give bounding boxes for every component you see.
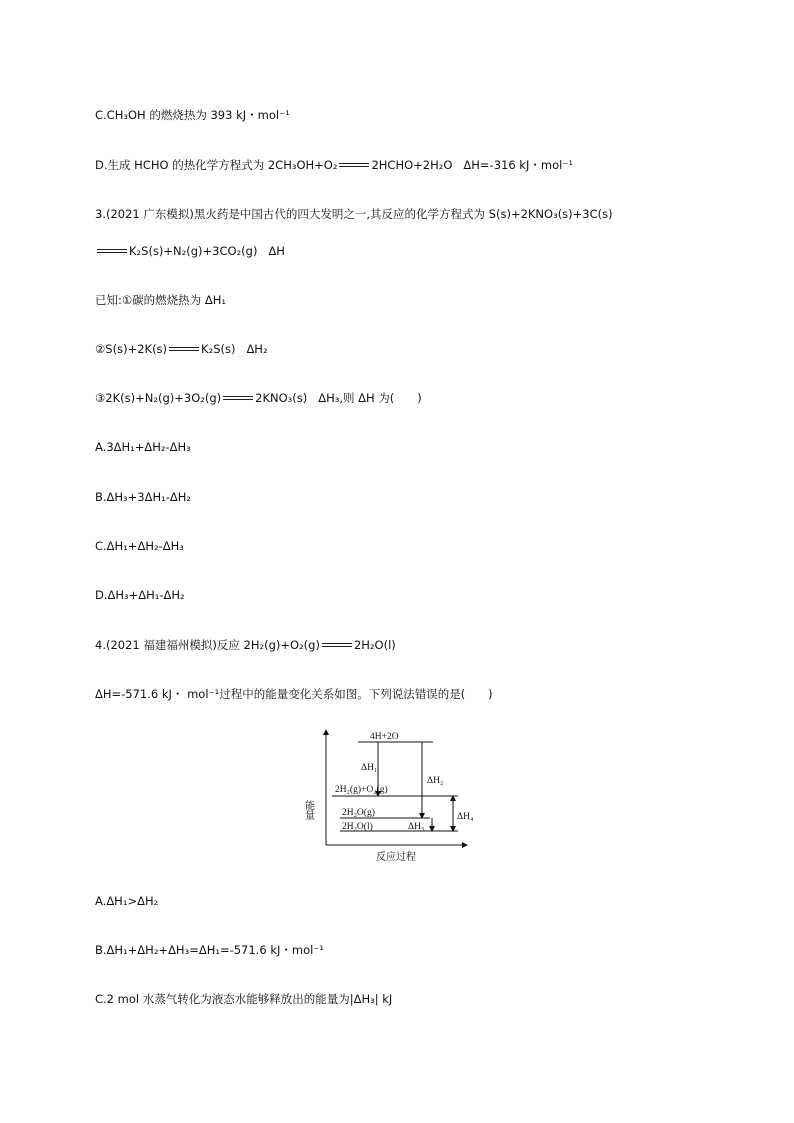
option-3-a: A.3ΔH₁+ΔH₂-ΔH₃ — [95, 440, 191, 454]
equal-sign-arrow — [223, 396, 253, 402]
question-3-stem: 3.(2021 广东模拟)黑火药是中国古代的四大发明之一,其反应的化学方程式为 S(s)+2KNO₃(s)+3C(s) — [95, 207, 613, 221]
dh3-label: ΔH₃ — [408, 822, 425, 832]
dh2-label: ΔH₂ — [427, 776, 444, 786]
option-d-previous: D.生成 HCHO 的热化学方程式为 2CH₃OH+O₂ 2HCHO+2H₂O ΔH=-316 kJ・mol⁻¹ — [95, 158, 573, 172]
known-condition-2: ②S(s)+2K(s) K₂S(s) ΔH₂ — [95, 342, 268, 356]
energy-diagram — [300, 720, 500, 870]
question-4-stem: 4.(2021 福建福州模拟)反应 2H₂(g)+O₂(g) 2H₂O(l) — [95, 638, 396, 652]
equal-sign-arrow — [169, 347, 199, 353]
option-4-b: B.ΔH₁+ΔH₂+ΔH₃=ΔH₁=-571.6 kJ・mol⁻¹ — [95, 943, 324, 957]
equal-sign-arrow — [322, 643, 352, 649]
option-3-d: D.ΔH₃+ΔH₁-ΔH₂ — [95, 588, 185, 602]
dh1-label: ΔH₁ — [361, 763, 378, 773]
option-4-c: C.2 mol 水蒸气转化为液态水能够释放出的能量为|ΔH₃| kJ — [95, 992, 393, 1006]
level-label-liq: 2H₂O(l) — [342, 822, 373, 832]
dh4-label: ΔH₄ — [457, 812, 474, 822]
known-condition-1: 已知:①碳的燃烧热为 ΔH₁ — [95, 293, 226, 307]
option-c-previous: C.CH₃OH 的燃烧热为 393 kJ・mol⁻¹ — [95, 108, 290, 122]
level-label-gas: 2H₂O(g) — [342, 808, 375, 818]
question-3-stem-cont: K₂S(s)+N₂(g)+3CO₂(g) ΔH — [95, 242, 285, 260]
equal-sign-arrow — [339, 163, 369, 169]
level-label-top: 4H+2O — [370, 732, 399, 742]
question-4-stem-cont: ΔH=-571.6 kJ・ mol⁻¹过程中的能量变化关系如图。下列说法错误的是( ) — [95, 687, 493, 701]
level-label-mid: 2H₂(g)+O₂(g) — [335, 785, 388, 795]
equal-sign-arrow — [97, 249, 127, 255]
option-4-a: A.ΔH₁>ΔH₂ — [95, 894, 159, 908]
option-3-b: B.ΔH₃+3ΔH₁-ΔH₂ — [95, 490, 192, 504]
option-3-c: C.ΔH₁+ΔH₂-ΔH₃ — [95, 539, 184, 553]
known-condition-3: ③2K(s)+N₂(g)+3O₂(g) 2KNO₃(s) ΔH₃,则 ΔH 为( ) — [95, 391, 422, 405]
axis-label-x: 反应过程 — [376, 852, 416, 863]
axis-label-y: 能量 — [302, 800, 314, 820]
